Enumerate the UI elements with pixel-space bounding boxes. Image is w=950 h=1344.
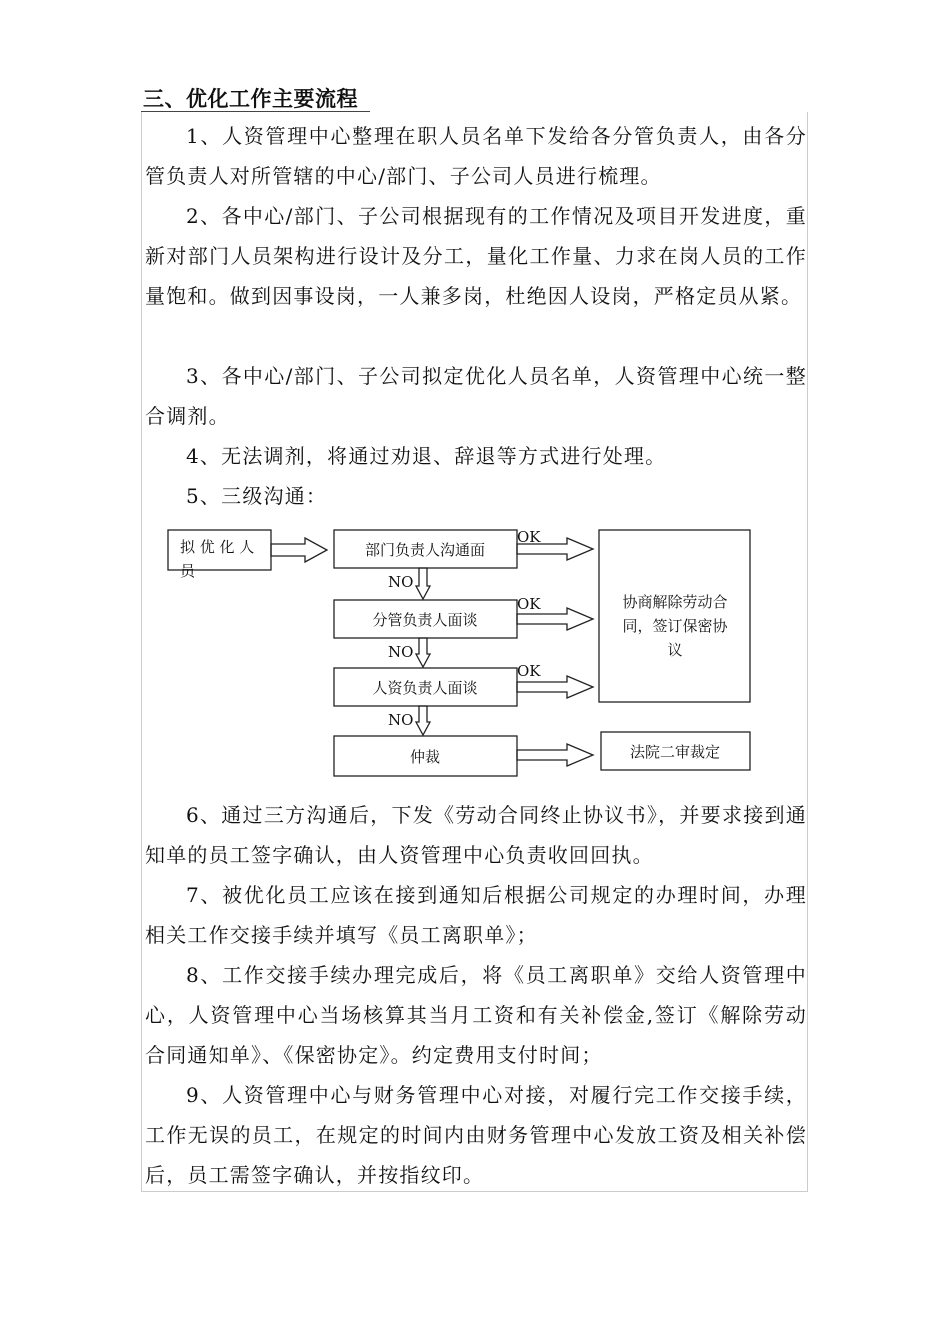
ok-label-3: OK bbox=[517, 662, 541, 680]
paragraph-3: 3、各中心/部门、子公司拟定优化人员名单，人资管理中心统一整合调剂。 bbox=[145, 364, 807, 428]
paragraph-9: 9、人资管理中心与财务管理中心对接，对履行完工作交接手续，工作无误的员工，在规定的时间内由财务管理中心发放工资及相关补偿后，员工需签字确认，并按指纹印。 bbox=[145, 1083, 807, 1187]
paragraph-7: 7、被优化员工应该在接到通知后根据公司规定的办理时间，办理相关工作交接手续并填写《员工离职单》； bbox=[145, 883, 807, 947]
paragraph-8: 8、工作交接手续办理完成后，将《员工离职单》交给人资管理中心，人资管理中心当场核算其当月工资和有关补偿金,签订《解除劳动合同通知单》、《保密协定》。约定费用支付时间； bbox=[145, 963, 807, 1067]
result-box bbox=[599, 530, 750, 702]
section-heading: 三、优化工作主要流程 bbox=[143, 87, 358, 111]
arrow-no-1 bbox=[416, 568, 430, 599]
arrow-no-3 bbox=[416, 706, 430, 735]
paragraph-5: 5、三级沟通： bbox=[186, 484, 328, 508]
step4-label: 仲裁 bbox=[409, 748, 441, 766]
communication-flowchart bbox=[160, 520, 760, 782]
arrow-court bbox=[517, 744, 593, 766]
ok-label-1: OK bbox=[517, 528, 541, 546]
result-text-2: 同，签订保密协 bbox=[622, 617, 728, 635]
start-text-2: 员 bbox=[180, 562, 196, 580]
no-label-1: NO bbox=[388, 573, 414, 591]
no-label-2: NO bbox=[388, 643, 414, 661]
step1-label: 部门负责人沟通面 bbox=[364, 541, 486, 559]
result-text-1: 协商解除劳动合 bbox=[622, 593, 728, 611]
paragraph-2: 2、各中心/部门、子公司根据现有的工作情况及项目开发进度，重新对部门人员架构进行设计及分工，量化工作量、力求在岗人员的工作量饱和。做到因事设岗，一人兼多岗，杜绝因人设岗，严格定员从紧。 bbox=[145, 204, 807, 308]
start-text-1: 拟 优 化 人 bbox=[180, 538, 255, 556]
paragraph-1: 1、人资管理中心整理在职人员名单下发给各分管负责人，由各分管负责人对所管辖的中心/部门、子公司人员进行梳理。 bbox=[145, 124, 807, 188]
ok-label-2: OK bbox=[517, 595, 541, 613]
arrow-start-step1 bbox=[271, 538, 327, 562]
no-label-3: NO bbox=[388, 711, 414, 729]
step2-label: 分管负责人面谈 bbox=[372, 611, 478, 629]
arrow-no-2 bbox=[416, 638, 430, 667]
result-text-3: 议 bbox=[667, 641, 683, 659]
court-label: 法院二审裁定 bbox=[629, 743, 721, 761]
paragraph-6: 6、通过三方沟通后，下发《劳动合同终止协议书》，并要求接到通知单的员工签字确认，由人资管理中心负责收回回执。 bbox=[145, 803, 807, 867]
paragraph-4: 4、无法调剂，将通过劝退、辞退等方式进行处理。 bbox=[186, 444, 667, 468]
step3-label: 人资负责人面谈 bbox=[372, 679, 478, 697]
